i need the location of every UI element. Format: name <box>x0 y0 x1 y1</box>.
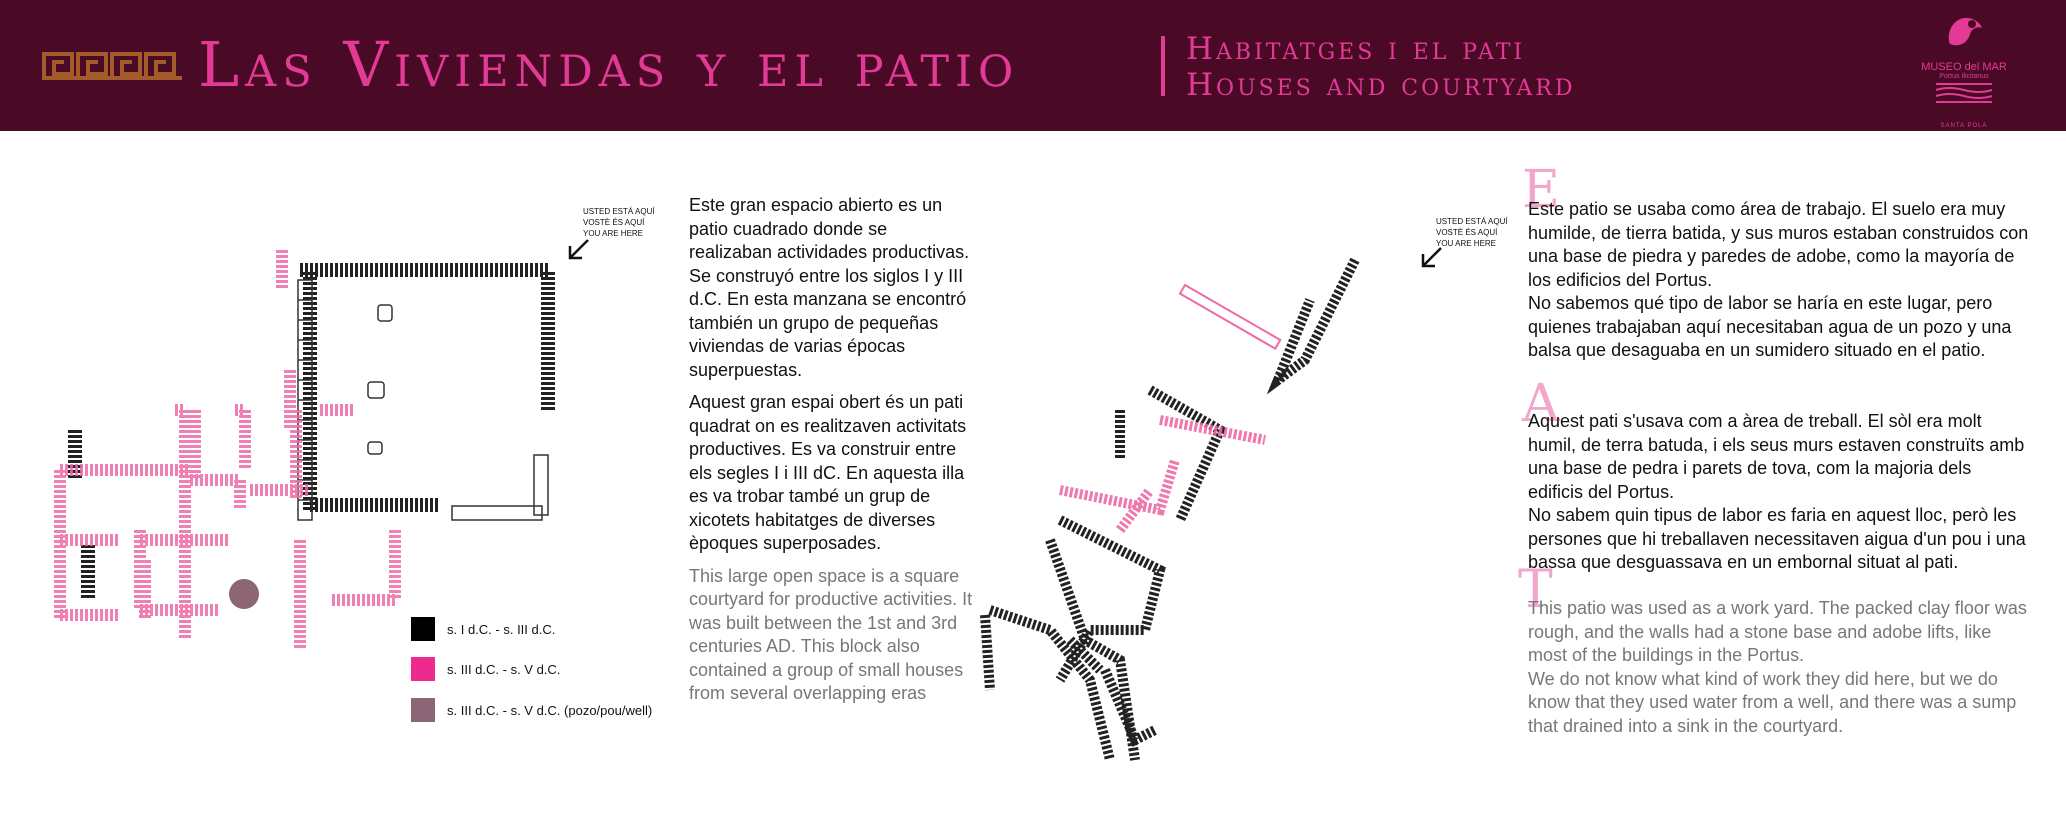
left-text-en: This large open space is a square courtyard for productive activities. It was built between the 1st and 3rd centuries AD. This block also contained a group of small houses from several overlapping eras <box>689 565 973 703</box>
legend-label-well: s. III d.C. - s. V d.C. (pozo/pou/well) <box>447 702 653 718</box>
title-divider <box>1161 36 1165 96</box>
right-ca-p1: Aquest pati s'usava com a àrea de treball. El sòl era molt humil, de terra batuda, i els seus murs estaven construïts amb una base de pedra i parets de tova, com la majoria dels edificis del Portus. <box>1528 411 2025 502</box>
right-es-p1: Este patio se usaba como área de trabajo. El suelo era muy humilde, de tierra batida, y sus muros estaban construidos con una base de piedra y paredes de adobe, como la mayoría de los edificios del Portus. <box>1528 199 2029 290</box>
dropcap-es: E <box>1522 160 1560 220</box>
logo-name: MUSEO del MAR <box>1921 61 2007 73</box>
right-es-p2: No sabemos qué tipo de labor se haría en este lugar, pero quienes trabajaban aquí necesitaban agua de un pozo y una balsa que desaguaba en un sumidero situado en el patio. <box>1528 293 2012 360</box>
legend-swatch-well <box>411 698 435 722</box>
legend-well <box>411 697 652 723</box>
museum-logo <box>1918 14 2010 129</box>
arrow-down-left-icon-right <box>1417 244 1445 272</box>
left-site-plan <box>0 0 700 700</box>
legend-late <box>411 656 560 682</box>
legend-swatch-black <box>411 617 435 641</box>
here-es: USTED ESTÁ AQUÍ <box>583 207 655 216</box>
left-text-column <box>689 194 974 715</box>
here-es-right: USTED ESTÁ AQUÍ <box>1436 217 1508 226</box>
you-are-here-right <box>1436 216 1508 249</box>
dropcap-en: T <box>1518 560 1553 620</box>
courtyard-basin <box>1180 285 1280 349</box>
right-text-es <box>1528 198 2030 363</box>
courtyard-walls-outline <box>298 280 548 520</box>
arrow-down-left-icon <box>564 236 592 264</box>
here-ca: VOSTÈ ÉS AQUÍ <box>583 218 645 227</box>
right-en-p2: We do not know what kind of work they did here, but we do know that they used water from a well, and there was a sump that drained into a sink in the courtyard. <box>1528 668 2017 736</box>
right-plan-walls-early <box>985 260 1355 760</box>
you-are-here-left <box>583 206 655 239</box>
here-ca-right: VOSTÈ ÉS AQUÍ <box>1436 228 1498 237</box>
right-ca-p2: No sabem quin tipus de labor es faria en aquest lloc, però les persones que hi treballaven necessitaven aigua d'un pou i una bassa que desguassava en un embornal situat al pati. <box>1528 505 2026 572</box>
right-en-p1: This patio was used as a work yard. The packed clay floor was rough, and the walls had a stone base and adobe lifts, like most of the buildings in the Portus. <box>1528 598 2027 665</box>
legend-label-late: s. III d.C. - s. V d.C. <box>447 661 561 677</box>
page-title: Las Viviendas y el patio <box>198 28 1020 101</box>
waves-logo-icon <box>1934 80 1994 104</box>
subtitle-catalan: Habitatges i el pati <box>1186 31 1526 67</box>
here-en-right: YOU ARE HERE <box>1436 239 1497 248</box>
right-site-plan <box>960 240 1400 780</box>
logo-sub: Portus Ilicitanus <box>1939 73 1989 80</box>
right-text-en <box>1528 597 2030 738</box>
page-subtitle <box>1186 31 1575 103</box>
left-text-ca: Aquest gran espai obert és un pati quadrat on es realitzaven activitats productives. Es va construir entre els segles I i III dC. En aquesta illa es va trobar també un grup de xicotets habitatges de diverses èpoques superposades. <box>689 392 967 553</box>
subtitle-english: Houses and courtyard <box>1186 67 1576 103</box>
houses-walls-late <box>60 250 395 650</box>
legend-label-early: s. I d.C. - s. III d.C. <box>447 621 556 637</box>
dropcap-ca: A <box>1522 374 1560 434</box>
legend-early <box>411 616 555 642</box>
logo-city: SANTA POLA <box>1940 123 1988 129</box>
legend-swatch-pink <box>411 657 435 681</box>
right-plan-walls-late <box>1060 420 1265 530</box>
amphora-logo-icon <box>1942 14 1986 54</box>
well-marker <box>229 579 259 609</box>
here-en: YOU ARE HERE <box>583 229 644 238</box>
left-text-es: Este gran espacio abierto es un patio cuadrado donde se realizaban actividades productivas. Se construyó entre los siglos I y III d.C. En esta manzana se encontró también un grupo de pequeñas viviendas de varias épocas superpuestas. <box>689 195 970 380</box>
right-text-ca <box>1528 410 2030 575</box>
